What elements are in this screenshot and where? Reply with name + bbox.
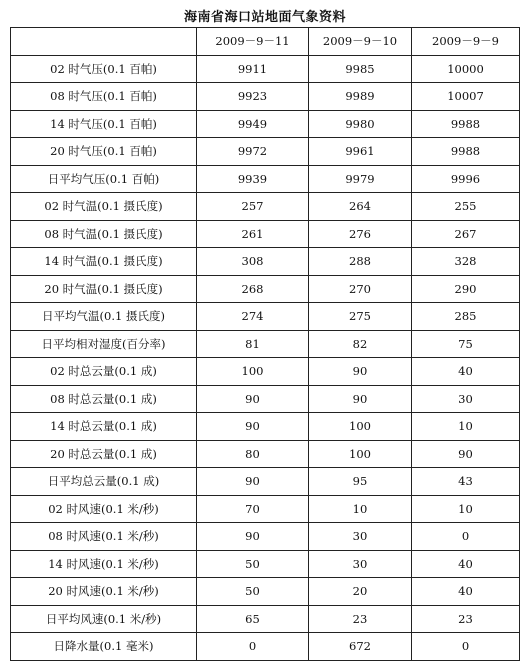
row-label: 14 时总云量(0.1 成) — [11, 413, 197, 441]
table-cell: 290 — [412, 275, 520, 303]
table-cell: 10 — [412, 413, 520, 441]
table-cell: 82 — [309, 330, 412, 358]
column-header: 2009－9－11 — [197, 28, 309, 56]
table-cell: 9988 — [412, 110, 520, 138]
table-cell: 40 — [412, 358, 520, 386]
table-cell: 90 — [197, 468, 309, 496]
row-label: 02 时总云量(0.1 成) — [11, 358, 197, 386]
table-row — [11, 578, 520, 606]
table-cell: 40 — [412, 550, 520, 578]
table-cell: 308 — [197, 248, 309, 276]
table-cell: 276 — [309, 220, 412, 248]
table-cell: 0 — [197, 633, 309, 661]
table-cell: 288 — [309, 248, 412, 276]
table-cell: 23 — [412, 605, 520, 633]
column-header — [11, 28, 197, 56]
table-row — [11, 330, 520, 358]
table-cell: 672 — [309, 633, 412, 661]
table-cell: 50 — [197, 578, 309, 606]
row-label: 08 时气压(0.1 百帕) — [11, 83, 197, 111]
table-cell: 257 — [197, 193, 309, 221]
table-body — [11, 55, 520, 660]
table-row — [11, 55, 520, 83]
column-header: 2009－9－10 — [309, 28, 412, 56]
row-label: 02 时风速(0.1 米/秒) — [11, 495, 197, 523]
table-cell: 20 — [309, 578, 412, 606]
column-header: 2009－9－9 — [412, 28, 520, 56]
table-cell: 90 — [309, 358, 412, 386]
table-cell: 75 — [412, 330, 520, 358]
row-label: 08 时风速(0.1 米/秒) — [11, 523, 197, 551]
table-row — [11, 275, 520, 303]
table-row — [11, 83, 520, 111]
table-cell: 23 — [309, 605, 412, 633]
table-cell: 81 — [197, 330, 309, 358]
table-row — [11, 633, 520, 661]
table-cell: 9911 — [197, 55, 309, 83]
table-cell: 9972 — [197, 138, 309, 166]
table-cell: 9979 — [309, 165, 412, 193]
table-row — [11, 550, 520, 578]
table-cell: 10 — [309, 495, 412, 523]
table-cell: 264 — [309, 193, 412, 221]
page-title: 海南省海口站地面气象资料 — [183, 10, 346, 25]
row-label: 日平均总云量(0.1 成) — [11, 468, 197, 496]
row-label: 08 时总云量(0.1 成) — [11, 385, 197, 413]
row-label: 02 时气压(0.1 百帕) — [11, 55, 197, 83]
table-row — [11, 165, 520, 193]
table-row — [11, 138, 520, 166]
row-label: 日平均相对湿度(百分率) — [11, 330, 197, 358]
table-cell: 95 — [309, 468, 412, 496]
table-row — [11, 110, 520, 138]
table-cell: 9988 — [412, 138, 520, 166]
table-row — [11, 220, 520, 248]
table-header-row — [11, 28, 520, 56]
table-cell: 267 — [412, 220, 520, 248]
row-label: 14 时气压(0.1 百帕) — [11, 110, 197, 138]
row-label: 02 时气温(0.1 摄氏度) — [11, 193, 197, 221]
table-cell: 270 — [309, 275, 412, 303]
table-cell: 30 — [412, 385, 520, 413]
weather-data-table — [10, 27, 520, 661]
table-cell: 100 — [309, 440, 412, 468]
table-cell: 10 — [412, 495, 520, 523]
table-cell: 10007 — [412, 83, 520, 111]
table-cell: 285 — [412, 303, 520, 331]
table-cell: 9980 — [309, 110, 412, 138]
table-cell: 0 — [412, 523, 520, 551]
table-cell: 9961 — [309, 138, 412, 166]
row-label: 20 时总云量(0.1 成) — [11, 440, 197, 468]
table-cell: 90 — [197, 413, 309, 441]
table-cell: 90 — [197, 523, 309, 551]
table-cell: 9949 — [197, 110, 309, 138]
table-row — [11, 468, 520, 496]
table-cell: 261 — [197, 220, 309, 248]
table-cell: 90 — [309, 385, 412, 413]
table-cell: 90 — [197, 385, 309, 413]
table-cell: 328 — [412, 248, 520, 276]
row-label: 日平均气温(0.1 摄氏度) — [11, 303, 197, 331]
table-cell: 100 — [197, 358, 309, 386]
table-cell: 9989 — [309, 83, 412, 111]
table-cell: 80 — [197, 440, 309, 468]
table-cell: 30 — [309, 523, 412, 551]
table-row — [11, 248, 520, 276]
table-row — [11, 495, 520, 523]
table-cell: 70 — [197, 495, 309, 523]
table-row — [11, 193, 520, 221]
table-row — [11, 523, 520, 551]
table-row — [11, 413, 520, 441]
row-label: 08 时气温(0.1 摄氏度) — [11, 220, 197, 248]
table-cell: 275 — [309, 303, 412, 331]
table-cell: 268 — [197, 275, 309, 303]
table-cell: 30 — [309, 550, 412, 578]
row-label: 20 时气压(0.1 百帕) — [11, 138, 197, 166]
table-cell: 9939 — [197, 165, 309, 193]
table-cell: 43 — [412, 468, 520, 496]
table-cell: 274 — [197, 303, 309, 331]
table-cell: 90 — [412, 440, 520, 468]
row-label: 日平均风速(0.1 米/秒) — [11, 605, 197, 633]
row-label: 20 时气温(0.1 摄氏度) — [11, 275, 197, 303]
table-row — [11, 385, 520, 413]
row-label: 日降水量(0.1 毫米) — [11, 633, 197, 661]
table-cell: 9996 — [412, 165, 520, 193]
row-label: 20 时风速(0.1 米/秒) — [11, 578, 197, 606]
row-label: 14 时风速(0.1 米/秒) — [11, 550, 197, 578]
table-row — [11, 440, 520, 468]
table-row — [11, 358, 520, 386]
table-cell: 9923 — [197, 83, 309, 111]
table-cell: 0 — [412, 633, 520, 661]
row-label: 日平均气压(0.1 百帕) — [11, 165, 197, 193]
table-cell: 100 — [309, 413, 412, 441]
row-label: 14 时气温(0.1 摄氏度) — [11, 248, 197, 276]
table-cell: 40 — [412, 578, 520, 606]
table-cell: 9985 — [309, 55, 412, 83]
table-row — [11, 303, 520, 331]
table-cell: 50 — [197, 550, 309, 578]
table-cell: 255 — [412, 193, 520, 221]
table-cell: 10000 — [412, 55, 520, 83]
table-cell: 65 — [197, 605, 309, 633]
